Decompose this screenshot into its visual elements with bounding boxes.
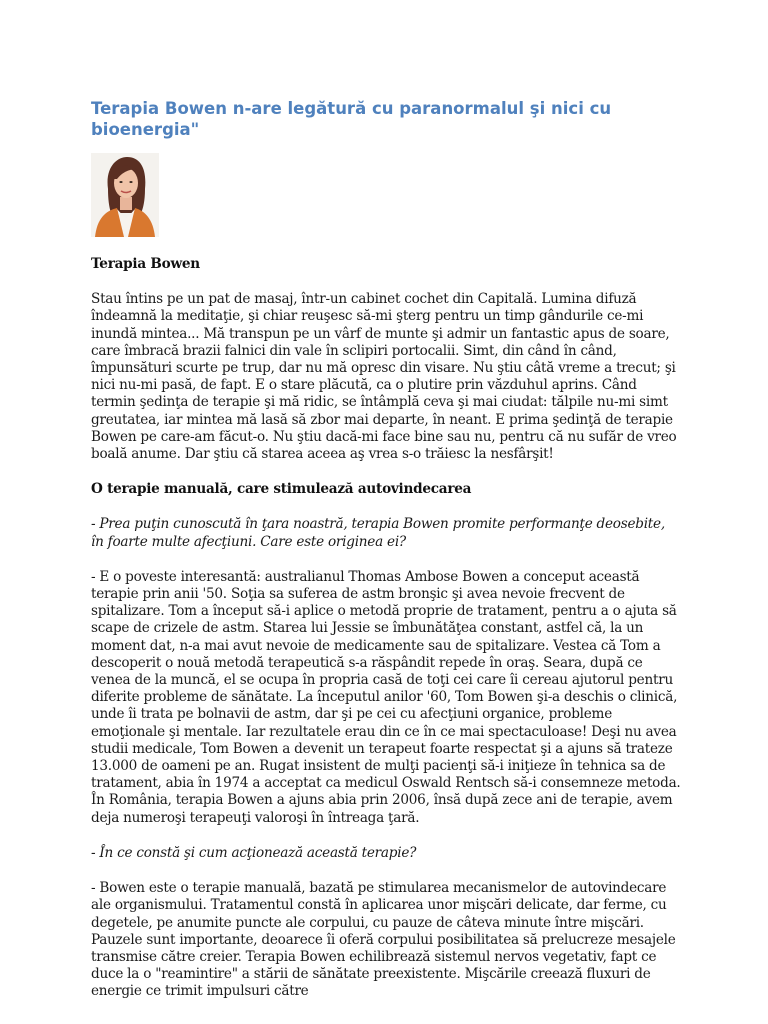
answer-1: - E o poveste interesantă: australianul Thomas Ambose Bowen a conceput această terapie prin anii '50. Soţia sa suferea de astm bronşic şi avea nevoie frecvent de spitalizare. Tom a început să-i aplice o metodă proprie de tratament, pentru a o ajuta să scape de crizele de astm. Starea lui Jessie se îmbunătăţea constant, astfel că, la un moment dat, n-a mai avut nevoie de medicamente sau de spitalizare. Vestea că Tom a descoperit o nouă metodă terapeutică s-a răspândit repede în oraş. Seara, după ce venea de la muncă, el se ocupa în propria casă de toţi cei care îi cereau ajutorul pentru diferite probleme de sănătate. La începutul anilor '60, Tom Bowen şi-a deschis o clinică, unde îi trata pe bolnavii de astm, dar şi pe cei cu afecţiuni organice, probleme emoţionale şi mentale. Iar rezultatele erau din ce în ce mai spectaculoase! Deşi nu avea studii medicale, Tom Bowen a devenit un terapeut foarte respectat şi a ajuns să trateze 13.000 de oameni pe an. Rugat insistent de mulţi pacienţi să-i iniţieze în tehnica sa de tratament, abia în 1974 a acceptat ca medicul Oswald Rentsch să-i consemneze metoda. În România, terapia Bowen a ajuns abia prin 2006, însă după zece ani de terapie, avem deja numeroşi terapeuţi valoroşi în întreaga ţară.: [91, 568, 681, 826]
answer-2: - Bowen este o terapie manuală, bazată pe stimularea mecanismelor de autovindecare ale organismului. Tratamentul constă în aplicarea unor mişcări delicate, dar ferme, cu degetele, pe anumite puncte ale corpului, cu pauze de câteva minute între mişcări. Pauzele sunt importante, deoarece îi oferă corpului posibilitatea să prelucreze mesajele transmise către creier. Terapia Bowen echilibrează sistemul nervos vegetativ, fapt ce duce la o "reamintire" a stării de sănătate preexistente. Mişcările creează fluxuri de energie ce trimit impulsuri către: [91, 880, 676, 1000]
portrait-photo: [91, 153, 159, 237]
question-2: - În ce constă şi cum acţionează această terapie?: [91, 844, 417, 861]
subheading: O terapie manuală, care stimulează autovindecarea: [91, 481, 472, 498]
section-heading: Terapia Bowen: [91, 256, 200, 272]
article-title: Terapia Bowen n-are legătură cu paranormalul şi nici cu bioenergia": [91, 99, 612, 139]
question-1: - Prea puţin cunoscută în ţara noastră, terapia Bowen promite performanţe deosebite, în foarte multe afecţiuni. Care este originea ei?: [91, 516, 665, 550]
intro-paragraph: Stau întins pe un pat de masaj, într-un cabinet cochet din Capitală. Lumina difuză îndeamnă la meditaţie, şi chiar reuşesc să-mi şterg pentru un timp gândurile ce-mi inundă mintea... Mă transpun pe un vârf de munte şi admir un fantastic apus de soare, care îmbracă brazii falnici din vale în sclipiri portocalii. Simt, din când în când, împunsături scurte pe trup, dar nu mă opresc din visare. Nu ştiu câtă vreme a trecut; şi nici nu-mi pasă, de fapt. E o stare plăcută, ca o plutire prin văzduhul aprins. Când termin şedinţa de terapie şi mă ridic, se întâmplă ceva şi mai ciudat: tălpile nu-mi simt greutatea, iar mintea mă lasă să zbor mai departe, în neant. E prima şedinţă de terapie Bowen pe care-am făcut-o. Nu ştiu dacă-mi face bine sau nu, pentru că nu sufăr de vreo boală anume. Dar ştiu că starea aceea aş vrea s-o trăiesc la nesfârşit!: [91, 291, 677, 463]
article: [91, 98, 681, 1019]
